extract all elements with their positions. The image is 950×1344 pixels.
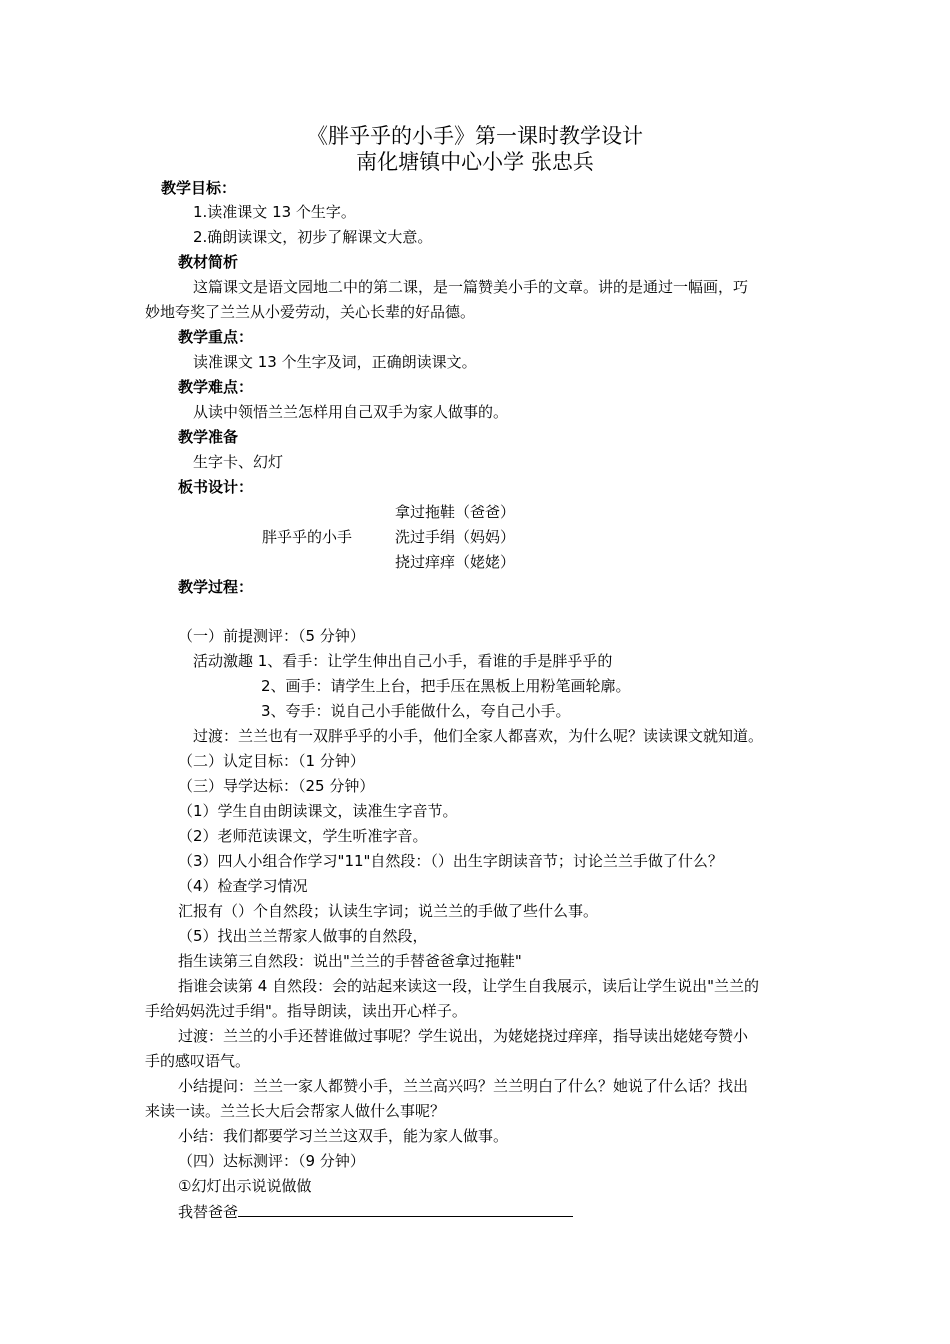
process-line: （三）导学达标：（25 分钟） xyxy=(178,777,375,795)
process-line: （5）找出兰兰帮家人做事的自然段， xyxy=(178,927,428,945)
process-line: 2、画手：请学生上台，把手压在黑板上用粉笔画轮廓。 xyxy=(261,677,631,695)
difficulty-text: 从读中领悟兰兰怎样用自己双手为家人做事的。 xyxy=(193,403,509,421)
process-line: 来读一读。兰兰长大后会帮家人做什么事呢？ xyxy=(145,1102,446,1120)
board-heading: 板书设计： xyxy=(178,478,254,496)
material-text-line-1: 这篇课文是语文园地二中的第二课，是一篇赞美小手的文章。讲的是通过一幅画，巧 xyxy=(193,278,749,296)
process-line: 过渡：兰兰也有一双胖乎乎的小手，他们全家人都喜欢，为什么呢？读读课文就知道。 xyxy=(193,727,764,745)
board-item-2: 洗过手绢（妈妈） xyxy=(395,528,516,546)
process-line: 活动激趣 1、看手：让学生伸出自己小手，看谁的手是胖乎乎的 xyxy=(193,652,613,670)
prep-text: 生字卡、幻灯 xyxy=(193,453,284,471)
process-line: （二）认定目标：（1 分钟） xyxy=(178,752,365,770)
difficulty-heading: 教学难点： xyxy=(178,378,254,396)
process-line: 指谁会读第 4 自然段：会的站起来读这一段，让学生自我展示，读后让学生说出"兰兰的 xyxy=(178,977,759,995)
process-line: （2）老师范读课文，学生听准字音。 xyxy=(178,827,428,845)
process-line: 过渡：兰兰的小手还替谁做过事呢？学生说出，为姥姥挠过痒痒，指导读出姥姥夸赞小 xyxy=(178,1027,749,1045)
goal-item-2: 2.确朗读课文，初步了解课文大意。 xyxy=(193,228,433,246)
process-line: 小结提问：兰兰一家人都赞小手，兰兰高兴吗？兰兰明白了什么？她说了什么话？找出 xyxy=(178,1077,749,1095)
key-point-text: 读准课文 13 个生字及词，正确朗读课文。 xyxy=(193,353,477,371)
goals-heading: 教学目标： xyxy=(161,179,237,197)
material-text-line-2: 妙地夸奖了兰兰从小爱劳动，关心长辈的好品德。 xyxy=(145,303,476,321)
fill-in-line xyxy=(178,1202,573,1221)
material-heading: 教材简析 xyxy=(178,253,239,271)
process-line: （一）前提测评：（5 分钟） xyxy=(178,627,365,645)
process-line: 手给妈妈洗过手绢"。指导朗读，读出开心样子。 xyxy=(145,1002,467,1020)
goal-item-1: 1.读准课文 13 个生字。 xyxy=(193,203,356,221)
board-center: 胖乎乎的小手 xyxy=(262,528,353,546)
process-line: （3）四人小组合作学习"11"自然段：（）出生字朗读音节；讨论兰兰手做了什么？ xyxy=(178,852,723,870)
process-line: 指生读第三自然段：说出"兰兰的手替爸爸拿过拖鞋" xyxy=(178,952,522,970)
board-item-3: 挠过痒痒（姥姥） xyxy=(395,553,516,571)
process-line: 3、夸手：说自己小手能做什么，夸自己小手。 xyxy=(261,702,571,720)
process-line: （1）学生自由朗读课文，读准生字音节。 xyxy=(178,802,458,820)
process-line: （四）达标测评：（9 分钟） xyxy=(178,1152,365,1170)
document-subtitle: 南化塘镇中心小学 张忠兵 xyxy=(356,150,594,174)
key-point-heading: 教学重点： xyxy=(178,328,254,346)
fill-in-label: 我替爸爸 xyxy=(178,1203,239,1221)
process-line: （4）检查学习情况 xyxy=(178,877,308,895)
process-line: 小结：我们都要学习兰兰这双手，能为家人做事。 xyxy=(178,1127,509,1145)
process-line: 手的感叹语气。 xyxy=(145,1052,251,1070)
prep-heading: 教学准备 xyxy=(178,428,239,446)
board-item-1: 拿过拖鞋（爸爸） xyxy=(395,503,516,521)
process-line: ①幻灯出示说说做做 xyxy=(178,1177,312,1195)
process-line: 汇报有（）个自然段；认读生字词；说兰兰的手做了些什么事。 xyxy=(178,902,599,920)
document-title: 《胖乎乎的小手》第一课时教学设计 xyxy=(307,124,643,148)
answer-blank xyxy=(238,1202,573,1217)
process-heading: 教学过程： xyxy=(178,578,254,596)
